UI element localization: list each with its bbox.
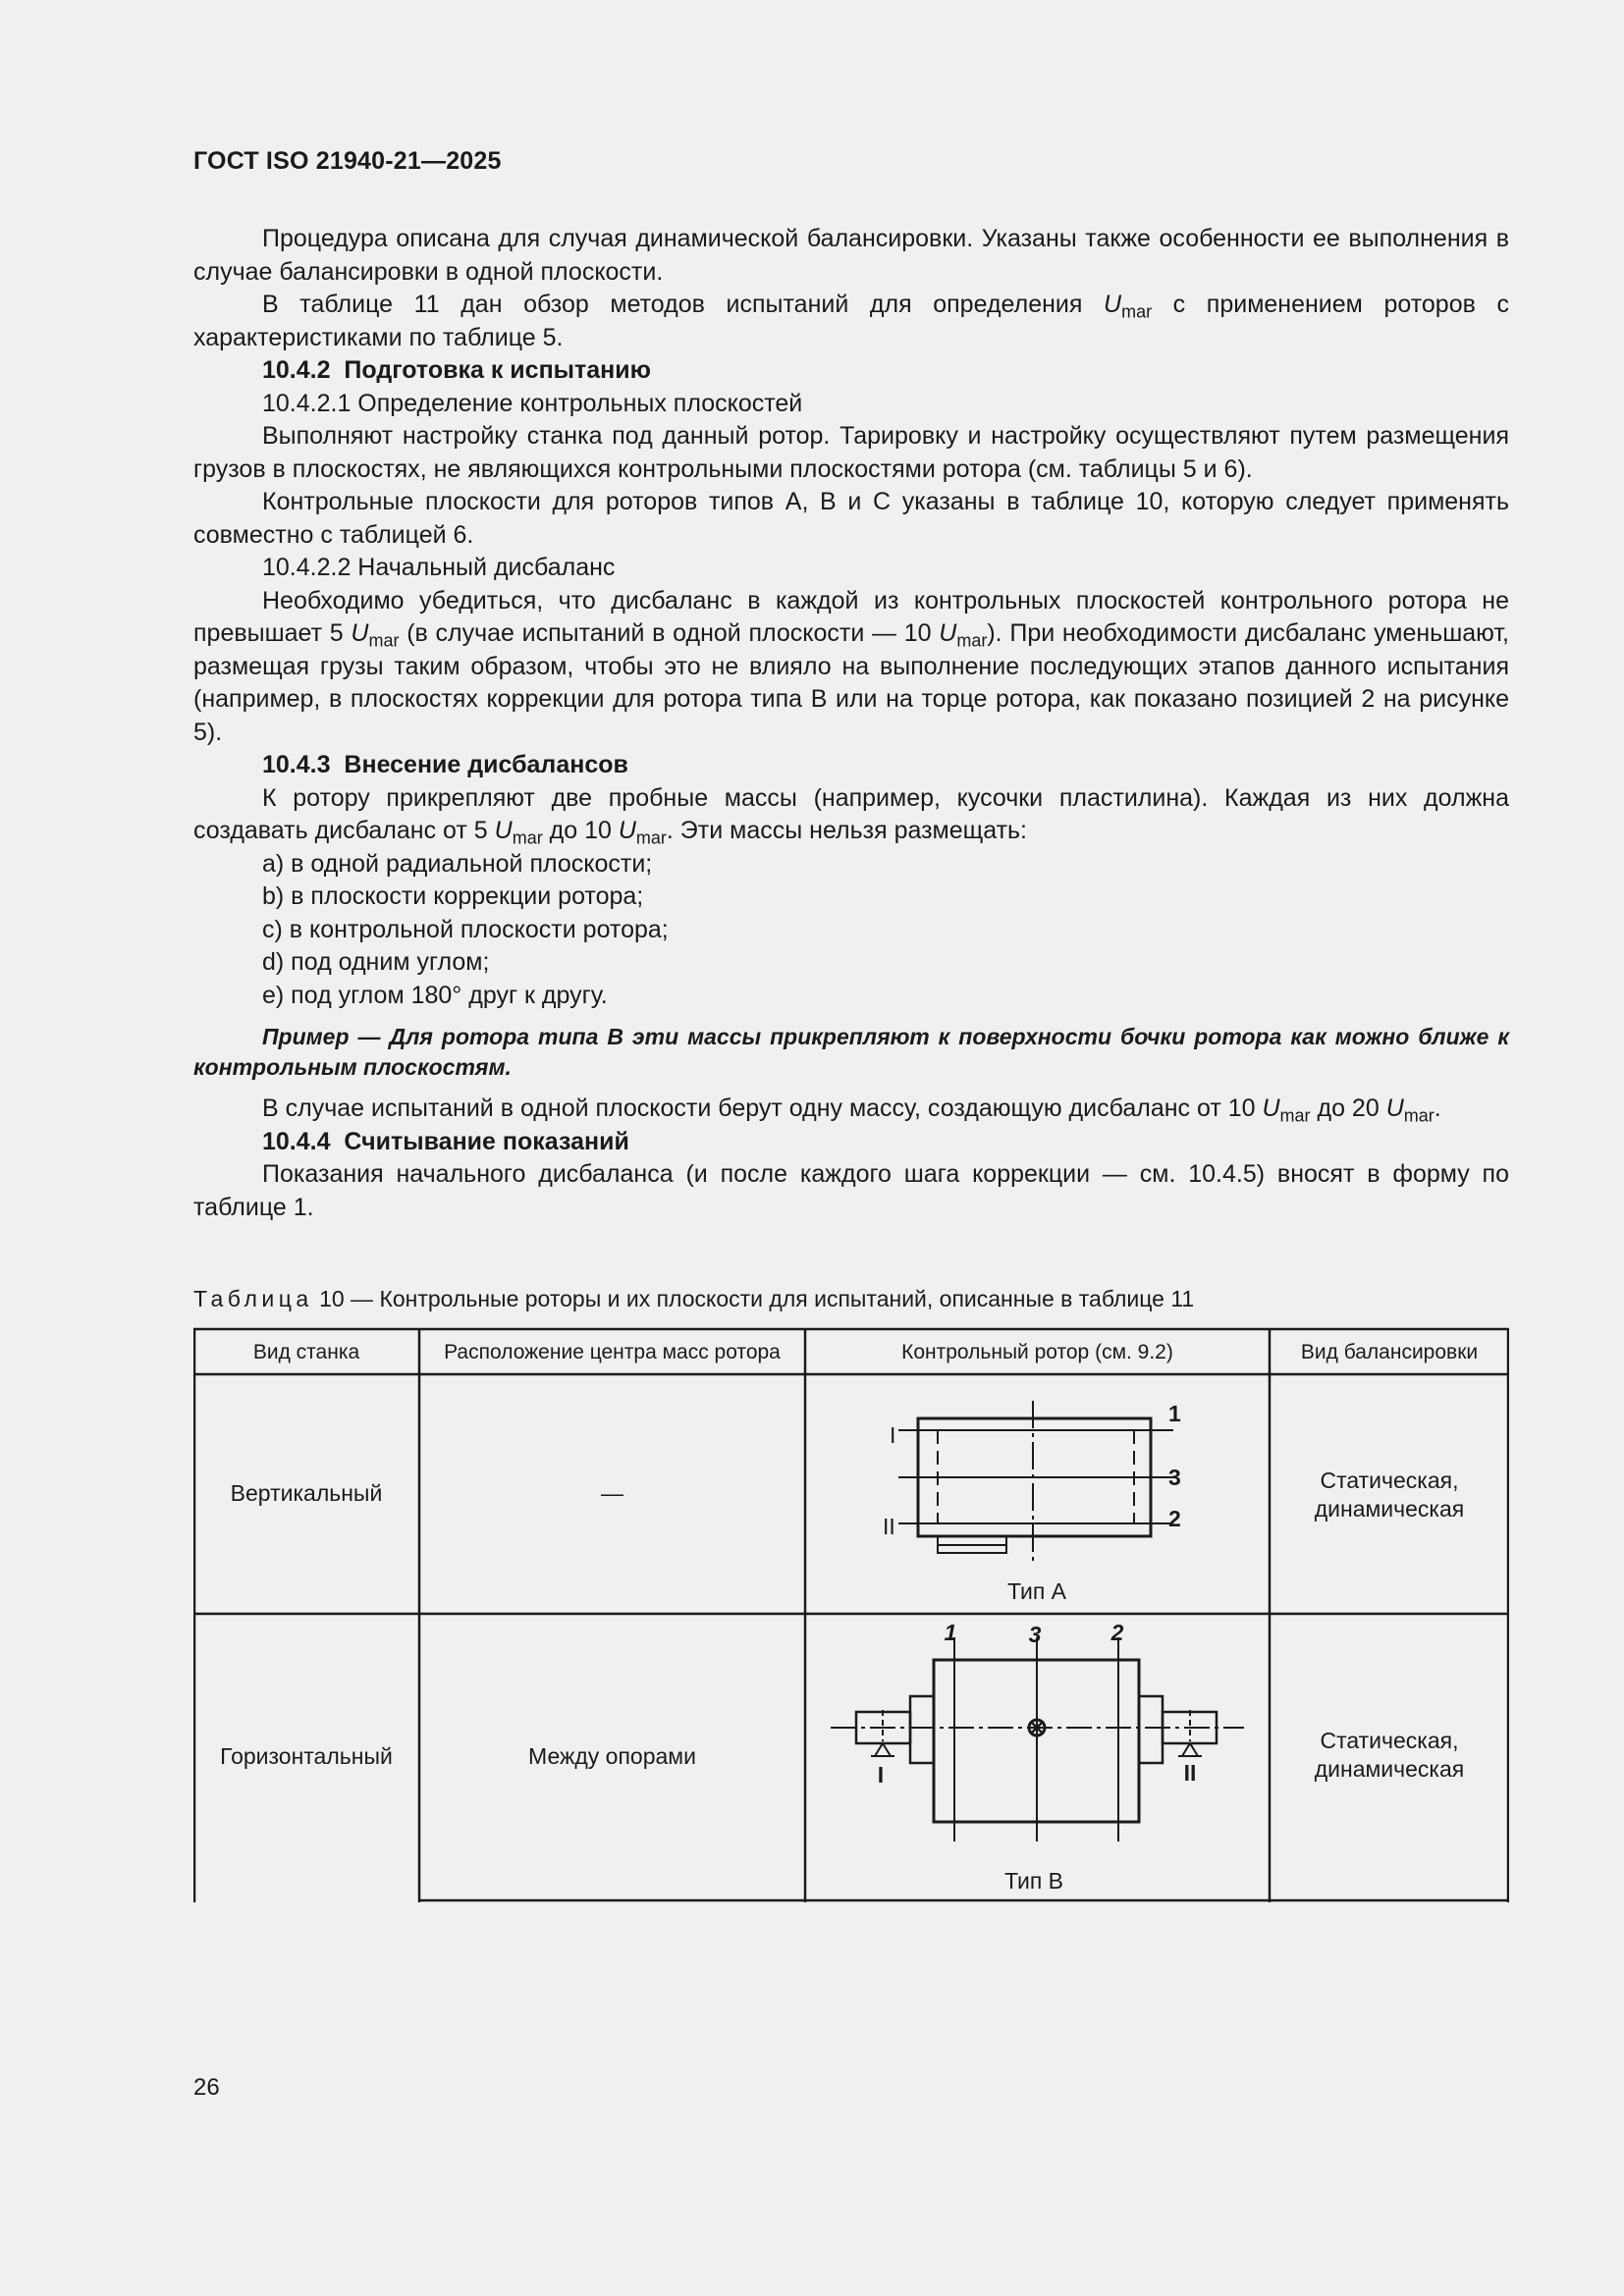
list-item: a) в одной радиальной плоскости; bbox=[262, 849, 653, 878]
rotor-type-a-diagram bbox=[805, 1376, 1270, 1614]
section-heading: 10.4.2 Подготовка к испытанию bbox=[262, 356, 651, 384]
bearing-label-ii: II bbox=[1183, 1760, 1197, 1786]
paragraph: К ротору прикрепляют две пробные массы (например, кусочки пластилина). Каждая из них должна создавать дисбаланс от 5 $U_{mar}$ до 10 $U_{mar}$. Эти массы нельзя размещать: bbox=[193, 783, 1509, 848]
document-header: ГОСТ ISO 21940-21—2025 bbox=[193, 147, 502, 175]
bearing-label-i: I bbox=[877, 1762, 885, 1788]
list-item: d) под одним углом; bbox=[262, 948, 490, 976]
plane-label-2: 2 bbox=[1110, 1620, 1124, 1645]
header-machine: Вид станка bbox=[252, 1341, 360, 1363]
rotor-type-b-diagram bbox=[805, 1616, 1270, 1900]
paragraph: В случае испытаний в одной плоскости берут одну массу, создающую дисбаланс от 10 $U_{mar}$ до 20 $U_{mar}$. bbox=[262, 1095, 1441, 1126]
list-item: e) под углом 180° друг к другу. bbox=[262, 981, 608, 1009]
subsection-heading: 10.4.2.1 Определение контрольных плоскостей bbox=[262, 389, 803, 417]
location-dash: — bbox=[601, 1480, 623, 1506]
balancing-type-b: Статическая, динамическая bbox=[1314, 1728, 1465, 1782]
machine-vertical: Вертикальный bbox=[230, 1480, 383, 1506]
subsection-heading: 10.4.2.2 Начальный дисбаланс bbox=[262, 554, 616, 581]
plane-label-3: 3 bbox=[1168, 1465, 1181, 1490]
example-note: Пример — Для ротора типа B эти массы прикрепляют к поверхности бочки ротора как можно ближе к контрольным плоскостям. bbox=[193, 1024, 1509, 1080]
rotor-caption-a: Тип A bbox=[1006, 1578, 1067, 1604]
paragraph: Показания начального дисбаланса (и после каждого шага коррекции — см. 10.4.5) вносят в форму по таблице 1. bbox=[193, 1160, 1509, 1221]
plane-label-3: 3 bbox=[1028, 1622, 1042, 1647]
section-heading: 10.4.4 Считывание показаний bbox=[262, 1127, 629, 1155]
plane-label-1: 1 bbox=[944, 1620, 957, 1645]
paragraph: Необходимо убедиться, что дисбаланс в каждой из контрольных плоскостей контрольного ротора не превышает 5 $U_{mar}$ (в случае испытаний в одной плоскости — 10 $U_{mar}$). При необходимости дисбаланс уменьшают, размещая грузы таким образом, чтобы это не влияло на выполнение последующих этапов данного испытания (например, в плоскостях коррекции для ротора типа B или на торце ротора, как показано позицией 2 на рисунке 5). bbox=[193, 586, 1509, 746]
paragraph: Выполняют настройку станка под данный ротор. Тарировку и настройку осуществляют путем размещения грузов в плоскостях, не являющихся контрольными плоскостями ротора (см. таблицы 5 и 6). bbox=[193, 422, 1509, 483]
plane-label-ii: II bbox=[883, 1514, 895, 1539]
machine-horizontal: Горизонтальный bbox=[220, 1743, 393, 1769]
plane-label-2: 2 bbox=[1168, 1506, 1181, 1531]
header-balancing: Вид балансировки bbox=[1300, 1341, 1479, 1363]
plane-label-i: I bbox=[890, 1422, 896, 1448]
balancing-type-a: Статическая, динамическая bbox=[1314, 1468, 1465, 1522]
list-item: c) в контрольной плоскости ротора; bbox=[262, 915, 669, 943]
paragraph: В таблице 11 дан обзор методов испытаний для определения $U_{mar}$ с применением роторов с характеристиками по таблице 5. bbox=[193, 291, 1509, 351]
page-number: 26 bbox=[193, 2074, 220, 2101]
paragraph: Процедура описана для случая динамической балансировки. Указаны также особенности ее выполнения в случае балансировки в одной плоскости. bbox=[193, 225, 1509, 286]
body-text bbox=[193, 223, 1509, 1224]
rotor-table bbox=[193, 1327, 1509, 1902]
rotor-caption-b: Тип B bbox=[1003, 1868, 1064, 1894]
header-location: Расположение центра масс ротора bbox=[444, 1341, 781, 1363]
header-rotor: Контрольный ротор (см. 9.2) bbox=[901, 1341, 1173, 1363]
plane-label-1: 1 bbox=[1168, 1401, 1181, 1426]
location-between-bearings: Между опорами bbox=[528, 1743, 696, 1769]
table-caption: Таблица 10 — Контрольные роторы и их плоскости для испытаний, описанные в таблице 11 bbox=[193, 1286, 1195, 1311]
list-item: b) в плоскости коррекции ротора; bbox=[262, 882, 644, 910]
section-heading: 10.4.3 Внесение дисбалансов bbox=[262, 751, 628, 778]
paragraph: Контрольные плоскости для роторов типов A, B и C указаны в таблице 10, которую следует применять совместно с таблицей 6. bbox=[193, 488, 1509, 549]
